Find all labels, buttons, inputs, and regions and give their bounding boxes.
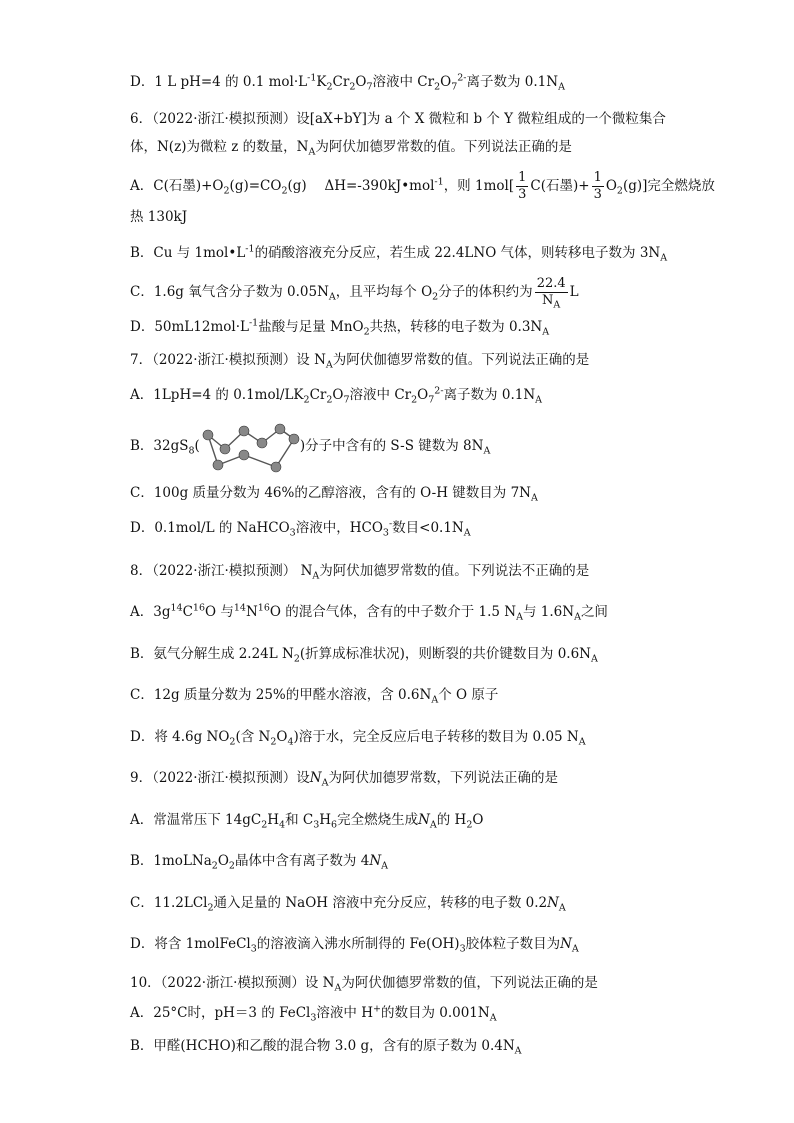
q8-option-a: A．$3g^{14}C^{16}O$ 与$^{14}N^{16}O$ 的混合气体，含有的中子数介于 1.5 $N_A$与 $1.6N_A$之间 <box>130 602 608 623</box>
q10-option-b: B．甲醛(HCHO)和乙酸的混合物 3.0 g，含有的原子数为 $0.4N_A$ <box>130 1038 522 1057</box>
fraction-molar-volume: $\frac{22.4}{N_A}$ <box>536 276 566 311</box>
q6-stem-line1: 6．（2022·浙江·模拟预测）设[aX+bY]为 a 个 X 微粒和 b 个 Y 微粒组成的一个微粒集合 <box>130 111 666 127</box>
q6-option-d: D．$50mL12mol\cdot L^{-1}$盐酸与足量 MnO$_2$共热，转移的电子数为 $0.3N_A$ <box>130 317 550 338</box>
q9-stem: 9．（2022·浙江·模拟预测）设$N_A$为阿伏加德罗常数，下列说法正确的是 <box>130 770 558 789</box>
q6-option-a: A．C(石墨)$+O_2(g)=CO_2(g)$ ΔH=-390kJ•mol$^{-1}$，则 1mol[ $\frac{1}{3}$ C(石墨)+ $\frac{1}{3}$ $O_2(g)$]完全燃烧放 <box>130 170 715 202</box>
q7-option-d: D．0.1mol/L 的 NaHCO$_3$溶液中，$HCO_3^-$数目$<0.1N_A$ <box>130 518 471 539</box>
q6-option-c: C．1.6g 氧气含分子数为 $0.05N_A$，且平均每个 $O_2$分子的体积约为 $\frac{22.4}{N_A}$ L <box>130 276 579 311</box>
q7-option-b: B．$32gS_8$( )分子中含有的 S-S 键数为 $8N_A$ <box>130 420 674 473</box>
q9-option-c: C．11.2LCl$_2$通入足量的 NaOH 溶液中充分反应，转移的电子数 $0.2N_A$ <box>130 895 566 914</box>
s8-molecule-figure <box>200 421 300 473</box>
q7-option-a: A．1LpH=4 的 $0.1mol/LK_2Cr_2O_7$溶液中 $Cr_2O_7^{2-}$离子数为 $0.1N_A$ <box>130 385 543 406</box>
q8-option-c: C．12g 质量分数为 25%的甲醛水溶液，含 $0.6N_A$个 O 原子 <box>130 687 499 706</box>
q7-stem: 7．（2022·浙江·模拟预测）设 $N_A$为阿伏伽德罗常数的值。下列说法正确的是 <box>130 352 590 371</box>
q6-option-b: B．Cu 与 $1mol•L^{-1}$的硝酸溶液充分反应，若生成 22.4LNO 气体，则转移电子数为 $3N_A$ <box>130 243 668 264</box>
q8-stem: 8．（2022·浙江·模拟预测） $N_A$为阿伏加德罗常数的值。下列说法不正确的是 <box>130 563 590 582</box>
fraction-one-third: $\frac{1}{3}$ <box>518 170 527 202</box>
q8-option-d: D．将 4.6g $NO_2$(含 $N_2O_4$)溶于水，完全反应后电子转移的数目为 0.05 $N_A$ <box>130 729 586 748</box>
q9-option-d: D．将含 1molFeCl$_3$的溶液滴入沸水所制得的 $Fe(OH)_3$胶体粒子数目为$N_A$ <box>130 936 579 955</box>
q9-option-b: B．$1moLNa_2O_2$晶体中含有离子数为 $4N_A$ <box>130 853 389 872</box>
q6-option-a-cont: 热 130kJ <box>130 209 188 225</box>
fraction-one-third: $\frac{1}{3}$ <box>593 170 602 202</box>
q9-option-a: A．常温常压下 $14gC_2H_4$和 $C_3H_6$完全燃烧生成$N_A$的 $H_2O$ <box>130 812 484 831</box>
q5-option-d: D．1 L pH=4 的 0.1 $mol\cdot L^{-1}K_2Cr_2O_7$溶液中 $Cr_2O_7^{2-}$离子数为 $0.1N_A$ <box>130 72 565 93</box>
q8-option-b: B．氨气分解生成 2.24L $N_2$(折算成标准状况)，则断裂的共价键数目为 $0.6N_A$ <box>130 646 598 665</box>
q7-option-c: C．100g 质量分数为 46%的乙醇溶液，含有的 O-H 键数目为 $7N_A$ <box>130 485 538 504</box>
q6-stem-line2: 体，N(z)为微粒 z 的数量，$N_A$为阿伏加德罗常数的值。下列说法正确的是 <box>130 139 572 158</box>
q10-option-a: A．25°C时，pH＝3 的 FeCl$_3$溶液中 H+的数目为 $0.001N_A$ <box>130 1003 497 1024</box>
q10-stem: 10．（2022·浙江·模拟预测）设 $N_A$为阿伏伽德罗常数的值，下列说法正确的是 <box>130 975 598 994</box>
